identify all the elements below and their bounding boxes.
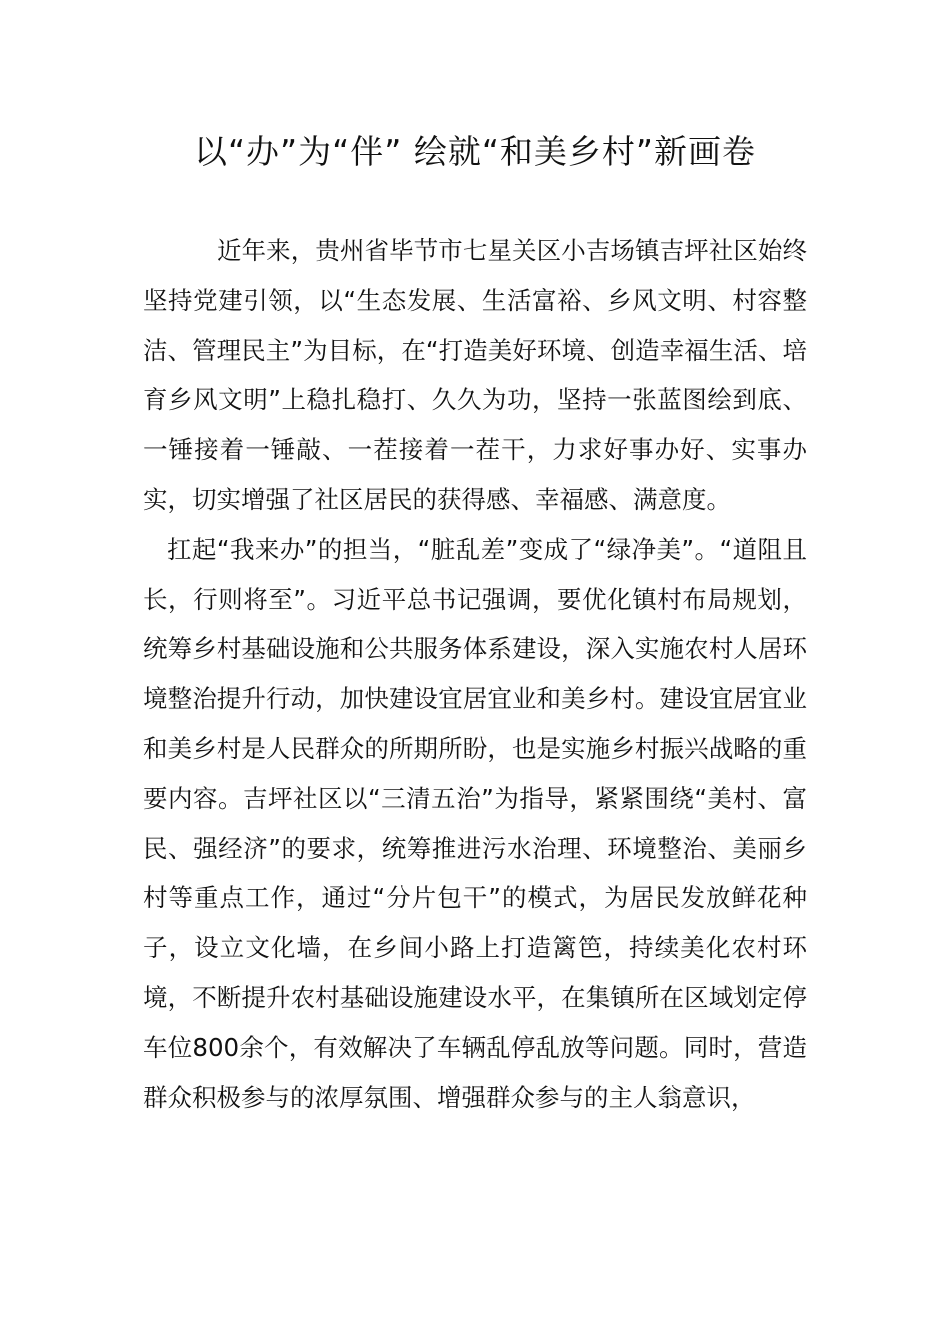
paragraph-intro: 近年来，贵州省毕节市七星关区小吉场镇吉坪社区始终坚持党建引领，以“生态发展、生活富裕、乡风文明、村容整洁、管理民主”为目标，在“打造美好环境、创造幸福生活、培育乡风文明”上稳扎稳打、久久为功，坚持一张蓝图绘到底、一锤接着一锤敲、一茬接着一茬干，力求好事办好、实事办实，切实增强了社区居民的获得感、幸福感、满意度。 [143,236,807,514]
paragraph-environment: 扛起“我来办”的担当，“脏乱差”变成了“绿净美”。“道阻且长，行则将至”。习近平总书记强调，要优化镇村布局规划，统筹乡村基础设施和公共服务体系建设，深入实施农村人居环境整治提升行动，加快建设宜居宜业和美乡村。建设宜居宜业和美乡村是人民群众的所期所盼，也是实施乡村振兴战略的重要内容。吉坪社区以“三清五治”为指导，紧紧围绕“美村、富民、强经济”的要求，统筹推进污水治理、环境整治、美丽乡村等重点工作，通过“分片包干”的模式，为居民发放鲜花种子，设立文化墙，在乡间小路上打造篱笆，持续美化农村环境，不断提升农村基础设施建设水平，在集镇所在区域划定停车位800余个，有效解决了车辆乱停乱放等问题。同时，营造群众积极参与的浓厚氛围、增强群众参与的主人翁意识， [143,534,807,1112]
document-title: 以“办”为“伴” 绘就“和美乡村”新画卷 [193,132,757,171]
document-body [143,226,807,1122]
